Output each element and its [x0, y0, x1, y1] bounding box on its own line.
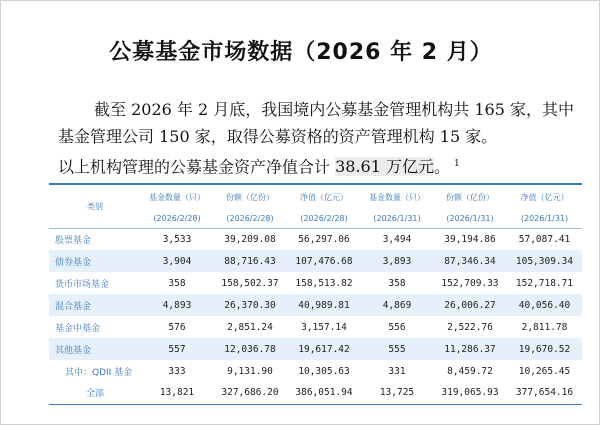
- intro-paragraph: 截至 2026 年 2 月底，我国境内公募基金管理机构共 165 家，其中基金管理公司 150 家，取得公募资格的资产管理机构 15 家。: [58, 100, 574, 146]
- header-category: 类别: [87, 201, 103, 211]
- table-cell: 39,209.08: [213, 228, 287, 250]
- header-cell: 净值（亿元）: [300, 193, 348, 202]
- table-row: [49, 272, 582, 294]
- table-cell: 557: [141, 338, 213, 360]
- table-cell: 386,051.94: [287, 382, 361, 404]
- table-cell: 8,459.72: [447, 365, 493, 377]
- table-cell: 12,036.78: [213, 338, 287, 360]
- table-cell: 3,494: [361, 228, 433, 250]
- row-category: 债券基金: [49, 250, 141, 272]
- table-cell: 377,654.16: [507, 382, 582, 404]
- header-cell: 基金数量（只）: [149, 193, 205, 202]
- header-date: (2026/1/31): [373, 214, 421, 224]
- header-cell: 净值（亿元）: [520, 193, 569, 202]
- table-cell: 40,989.81: [287, 294, 361, 316]
- table-cell: 107,476.68: [287, 250, 361, 272]
- header-date: (2026/1/31): [446, 214, 494, 224]
- table-cell: 331: [388, 365, 406, 377]
- summary-prefix: 以上机构管理的公募基金资产净值合计: [58, 157, 336, 177]
- row-category: 基金中基金: [55, 323, 101, 334]
- summary-paragraph: [58, 151, 578, 180]
- total-net-value: 38.61 万亿元: [335, 157, 434, 177]
- table-row: [49, 316, 582, 338]
- table-cell: 319,065.93: [433, 382, 507, 404]
- row-category: 其他基金: [49, 338, 141, 360]
- table-cell: 158,502.37: [221, 277, 279, 289]
- table-cell: 10,265.45: [518, 365, 571, 377]
- table-cell: 3,893: [361, 250, 433, 272]
- table-cell: 158,513.82: [295, 277, 353, 289]
- table-row: [49, 294, 582, 316]
- table-cell: 2,851.24: [227, 321, 273, 333]
- table-cell: 3,157.14: [301, 321, 347, 333]
- table-cell: 56,297.06: [287, 228, 361, 250]
- table-cell: 26,006.27: [433, 294, 507, 316]
- header-cell: 份额（亿份）: [446, 193, 494, 202]
- table-header-row: [49, 184, 582, 210]
- footnote-marker: 1: [454, 159, 460, 169]
- header-cell: 份额（亿份）: [226, 193, 274, 202]
- row-category: 其中：QDII 基金: [65, 367, 133, 378]
- table-cell: 4,869: [361, 294, 433, 316]
- table-cell: 3,533: [141, 228, 213, 250]
- row-category: 全部: [49, 382, 141, 404]
- table-cell: 152,718.71: [515, 277, 574, 289]
- table-cell: 19,670.52: [507, 338, 582, 360]
- summary-suffix: 。: [434, 157, 451, 177]
- table-cell: 57,087.41: [507, 228, 582, 250]
- table-cell: 26,370.30: [213, 294, 287, 316]
- table-cell: 333: [168, 365, 186, 377]
- table-cell: 358: [388, 277, 406, 289]
- header-cell: 基金数量（只）: [369, 193, 425, 202]
- table-cell: 10,305.63: [298, 365, 350, 377]
- table-cell: 358: [168, 277, 186, 289]
- table-cell: 9,131.90: [227, 365, 273, 377]
- table-row: [49, 360, 582, 382]
- table-cell: 3,904: [141, 250, 213, 272]
- table-cell: 2,522.76: [447, 321, 493, 333]
- table-cell: 87,346.34: [433, 250, 507, 272]
- page-title: 公募基金市场数据（2026 年 2 月）: [109, 40, 493, 65]
- table-cell: 576: [168, 321, 186, 333]
- table-cell: 4,893: [141, 294, 213, 316]
- table-cell: 13,725: [361, 382, 433, 404]
- table-cell: 19,617.42: [287, 338, 361, 360]
- table-cell: 556: [388, 321, 406, 333]
- table-row: [49, 228, 582, 250]
- header-date: (2026/2/28): [300, 214, 348, 224]
- table-row: [49, 338, 582, 360]
- table-cell: 105,309.34: [507, 250, 582, 272]
- table-cell: 555: [361, 338, 433, 360]
- header-date: (2026/2/28): [153, 214, 201, 224]
- table-cell: 40,056.40: [507, 294, 582, 316]
- table-cell: 88,716.43: [213, 250, 287, 272]
- table-row: [49, 250, 582, 272]
- table-cell: 13,821: [141, 382, 213, 404]
- row-category: 混合基金: [49, 294, 141, 316]
- table-cell: 39,194.86: [433, 228, 507, 250]
- table-row: [49, 382, 582, 404]
- fund-data-table: [49, 183, 582, 405]
- header-date: (2026/1/31): [520, 214, 569, 224]
- table-cell: 327,686.20: [213, 382, 287, 404]
- table-cell: 152,709.33: [441, 277, 499, 289]
- table-cell: 11,286.37: [433, 338, 507, 360]
- row-category: 股票基金: [49, 228, 141, 250]
- table-cell: 2,811.78: [521, 321, 568, 333]
- row-category: 货币市场基金: [55, 279, 110, 290]
- header-date: (2026/2/28): [226, 214, 274, 224]
